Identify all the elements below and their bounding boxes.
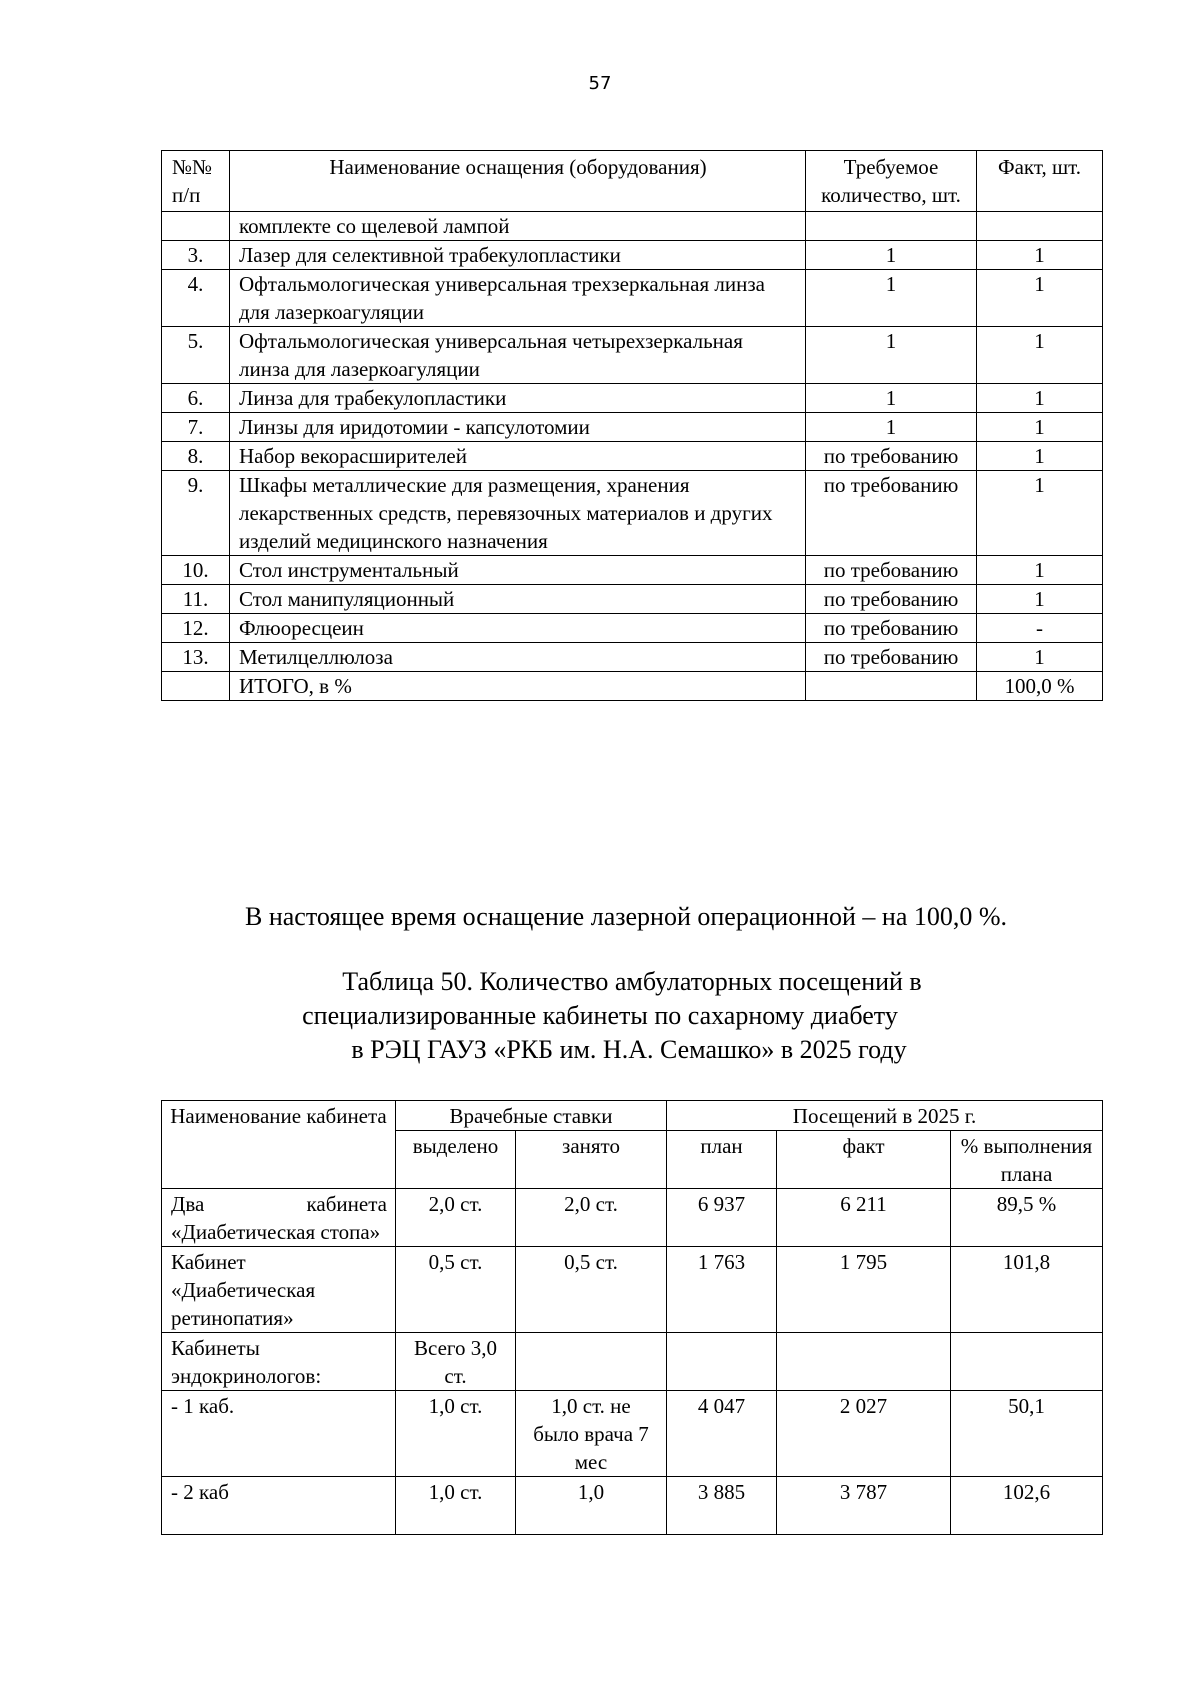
row-fact: 2 027 [777, 1391, 951, 1477]
row-num: 4. [162, 270, 230, 327]
table-row [162, 643, 1103, 672]
row-num: 7. [162, 413, 230, 442]
table-row [162, 556, 1103, 585]
row-fact: 1 [977, 270, 1103, 327]
row-occupied: 0,5 ст. [516, 1247, 667, 1333]
row-occupied: 1,0 [516, 1477, 667, 1535]
row-allocated: 2,0 ст. [396, 1189, 516, 1247]
row-name: Линза для трабекулопластики [230, 384, 806, 413]
row-num: 3. [162, 241, 230, 270]
row-cabinet-name-rest: «Диабетическая стопа» [171, 1220, 381, 1244]
row-num: 10. [162, 556, 230, 585]
header-required: Требуемое количество, шт. [806, 151, 977, 212]
total-num-empty [162, 672, 230, 701]
row-name: Стол инструментальный [230, 556, 806, 585]
header-fact: факт [777, 1131, 951, 1189]
row-required: 1 [806, 413, 977, 442]
total-value: 100,0 % [977, 672, 1103, 701]
row-fact [977, 212, 1103, 241]
row-occupied: 1,0 ст. не было врача 7 мес [516, 1391, 667, 1477]
table-row [162, 1247, 1103, 1333]
row-required: по требованию [806, 442, 977, 471]
row-plan: 1 763 [667, 1247, 777, 1333]
row-cabinet-name: - 2 каб [162, 1477, 396, 1535]
table-row [162, 614, 1103, 643]
row-num: 6. [162, 384, 230, 413]
table-row [162, 1477, 1103, 1535]
table-row [162, 384, 1103, 413]
table-row [162, 1333, 1103, 1391]
row-required: по требованию [806, 585, 977, 614]
row-fact: 1 [977, 442, 1103, 471]
summary-text: В настоящее время оснащение лазерной операционной – на 100,0 %. [245, 902, 1008, 931]
row-required: по требованию [806, 556, 977, 585]
row-percent: 89,5 % [951, 1189, 1103, 1247]
page-number: 57 [588, 73, 612, 94]
row-num: 9. [162, 471, 230, 556]
total-row [162, 672, 1103, 701]
row-cabinet-name-part-a: Два [171, 1192, 205, 1216]
row-num: 5. [162, 327, 230, 384]
row-name: Набор векорасширителей [230, 442, 806, 471]
row-num [162, 212, 230, 241]
row-allocated: 1,0 ст. [396, 1477, 516, 1535]
equipment-table [161, 150, 1103, 701]
row-fact: 1 [977, 413, 1103, 442]
row-cabinet-name [162, 1189, 396, 1247]
row-name: Офтальмологическая универсальная четырехзеркальная линза для лазеркоагуляции [230, 327, 806, 384]
table-row [162, 241, 1103, 270]
row-required: по требованию [806, 471, 977, 556]
row-required: 1 [806, 327, 977, 384]
row-num: 12. [162, 614, 230, 643]
row-required: по требованию [806, 643, 977, 672]
header-plan: план [667, 1131, 777, 1189]
row-plan [667, 1333, 777, 1391]
row-name: Линзы для иридотомии - капсулотомии [230, 413, 806, 442]
table-row [162, 1189, 1103, 1247]
row-plan: 4 047 [667, 1391, 777, 1477]
row-fact: 1 [977, 643, 1103, 672]
row-allocated: 1,0 ст. [396, 1391, 516, 1477]
row-occupied [516, 1333, 667, 1391]
visits-table [161, 1100, 1103, 1535]
row-num: 11. [162, 585, 230, 614]
row-num: 13. [162, 643, 230, 672]
row-name: Лазер для селективной трабекулопластики [230, 241, 806, 270]
row-allocated: 0,5 ст. [396, 1247, 516, 1333]
row-required: 1 [806, 270, 977, 327]
row-percent: 101,8 [951, 1247, 1103, 1333]
table-row [162, 212, 1103, 241]
header-fact: Факт, шт. [977, 151, 1103, 212]
row-required [806, 212, 977, 241]
row-num: 8. [162, 442, 230, 471]
row-required: 1 [806, 384, 977, 413]
row-percent: 102,6 [951, 1477, 1103, 1535]
table-caption-line-3: в РЭЦ ГАУЗ «РКБ им. Н.А. Семашко» в 2025 году [351, 1035, 907, 1064]
row-cabinet-name-part-b: кабинета [306, 1192, 387, 1216]
header-percent: % выполнения плана [951, 1131, 1103, 1189]
row-fact: 1 [977, 327, 1103, 384]
header-cabinet-name: Наименование кабинета [162, 1101, 396, 1189]
row-fact: 1 [977, 471, 1103, 556]
row-fact: 1 [977, 585, 1103, 614]
row-fact: - [977, 614, 1103, 643]
table-caption-line-1: Таблица 50. Количество амбулаторных посещений в [342, 967, 922, 996]
header-rates-group: Врачебные ставки [396, 1101, 667, 1131]
table-caption-line-2: специализированные кабинеты по сахарному диабету [302, 1001, 898, 1030]
row-plan: 3 885 [667, 1477, 777, 1535]
row-fact: 1 [977, 241, 1103, 270]
row-name: Офтальмологическая универсальная трехзеркальная линза для лазеркоагуляции [230, 270, 806, 327]
header-visits-group: Посещений в 2025 г. [667, 1101, 1103, 1131]
header-occupied: занято [516, 1131, 667, 1189]
table-row [162, 442, 1103, 471]
table-row [162, 327, 1103, 384]
row-allocated: Всего 3,0 ст. [396, 1333, 516, 1391]
row-occupied: 2,0 ст. [516, 1189, 667, 1247]
header-name: Наименование оснащения (оборудования) [230, 151, 806, 212]
row-name: Метилцеллюлоза [230, 643, 806, 672]
table-row [162, 413, 1103, 442]
table-header-row [162, 151, 1103, 212]
row-name: Флюоресцеин [230, 614, 806, 643]
row-fact: 1 [977, 556, 1103, 585]
row-name: Шкафы металлические для размещения, хранения лекарственных средств, перевязочных материалов и других изделий медицинского назначения [230, 471, 806, 556]
table-row [162, 471, 1103, 556]
row-cabinet-name: Кабинеты эндокринологов: [162, 1333, 396, 1391]
table-row [162, 270, 1103, 327]
table-row [162, 1391, 1103, 1477]
row-fact: 1 795 [777, 1247, 951, 1333]
row-fact: 6 211 [777, 1189, 951, 1247]
row-name: комплекте со щелевой лампой [230, 212, 806, 241]
row-name: Стол манипуляционный [230, 585, 806, 614]
total-label: ИТОГО, в % [230, 672, 806, 701]
table-row [162, 585, 1103, 614]
row-required: 1 [806, 241, 977, 270]
row-percent [951, 1333, 1103, 1391]
row-required: по требованию [806, 614, 977, 643]
row-fact: 1 [977, 384, 1103, 413]
row-fact [777, 1333, 951, 1391]
row-plan: 6 937 [667, 1189, 777, 1247]
row-fact: 3 787 [777, 1477, 951, 1535]
row-percent: 50,1 [951, 1391, 1103, 1477]
header-allocated: выделено [396, 1131, 516, 1189]
total-required-empty [806, 672, 977, 701]
table-header-row [162, 1101, 1103, 1131]
header-num: №№ п/п [162, 151, 230, 212]
row-cabinet-name: - 1 каб. [162, 1391, 396, 1477]
row-cabinet-name: Кабинет «Диабетическая ретинопатия» [162, 1247, 396, 1333]
